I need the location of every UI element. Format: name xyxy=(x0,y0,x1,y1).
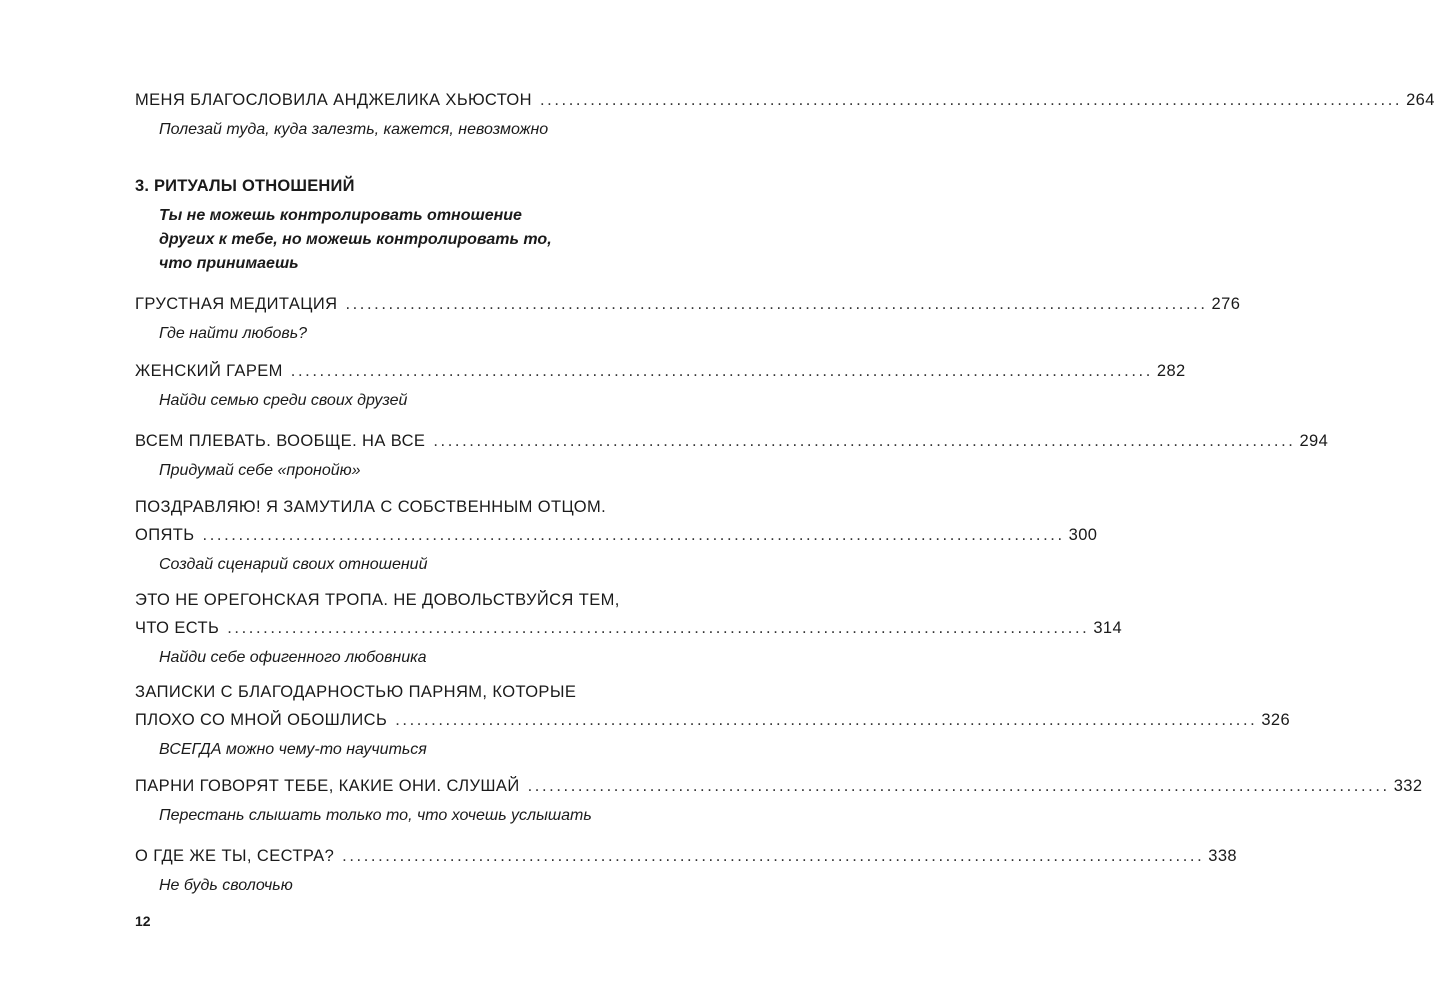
toc-entry-row xyxy=(135,772,1423,800)
toc-entry-subtitle: Где найти любовь? xyxy=(159,325,308,342)
toc-entry-page: 314 xyxy=(1093,619,1123,637)
toc-entry xyxy=(135,86,1435,144)
leader-dots: ........................................................................................................................ xyxy=(290,362,1153,380)
epigraph-line: что принимаешь xyxy=(159,255,299,272)
page-number: 12 xyxy=(135,913,151,929)
toc-entry-page: 294 xyxy=(1299,432,1329,450)
toc-entry-subtitle: Не будь сволочью xyxy=(159,877,293,894)
toc-entry-subtitle: Перестань слышать только то, что хочешь услышать xyxy=(159,807,592,824)
toc-entry-row xyxy=(135,614,1123,642)
toc-entry-title-line: ЭТО НЕ ОРЕГОНСКАЯ ТРОПА. НЕ ДОВОЛЬСТВУЙСЯ ТЕМ, xyxy=(135,591,620,609)
toc-entry-subtitle: Полезай туда, куда залезть, кажется, невозможно xyxy=(159,121,549,138)
toc-entry xyxy=(135,427,1329,485)
toc-entry-title-line: ПОЗДРАВЛЯЮ! Я ЗАМУТИЛА С СОБСТВЕННЫМ ОТЦОМ. xyxy=(135,498,607,516)
toc-entry-title: О ГДЕ ЖЕ ТЫ, СЕСТРА? xyxy=(135,847,335,865)
toc-entry-subtitle: Найди семью среди своих друзей xyxy=(159,392,408,409)
leader-dots: ........................................................................................................................ xyxy=(227,619,1090,637)
toc-entry-subtitle: Создай сценарий своих отношений xyxy=(159,556,428,573)
toc-entry-page: 264 xyxy=(1406,91,1435,109)
leader-dots: ........................................................................................................................ xyxy=(395,711,1258,729)
toc-entry-row xyxy=(135,427,1329,455)
section-epigraph xyxy=(159,204,559,276)
toc-entry-title: ЧТО ЕСТЬ xyxy=(135,619,220,637)
leader-dots: ........................................................................................................................ xyxy=(527,777,1390,795)
toc-entry-page: 276 xyxy=(1211,295,1241,313)
toc-entry-title: ПАРНИ ГОВОРЯТ ТЕБЕ, КАКИЕ ОНИ. СЛУШАЙ xyxy=(135,777,520,795)
toc-entry xyxy=(135,678,1291,764)
epigraph-line: Ты не можешь контролировать отношение xyxy=(159,207,522,224)
toc-entry-subtitle: ВСЕГДА можно чему-то научиться xyxy=(159,741,427,758)
toc-entry-title: ПЛОХО СО МНОЙ ОБОШЛИСЬ xyxy=(135,711,388,729)
toc-entry xyxy=(135,357,1186,415)
toc-entry-title: ГРУСТНАЯ МЕДИТАЦИЯ xyxy=(135,295,338,313)
toc-entry-page: 326 xyxy=(1261,711,1291,729)
toc-entry xyxy=(135,586,1123,672)
toc-entry xyxy=(135,772,1423,830)
leader-dots: ........................................................................................................................ xyxy=(342,847,1205,865)
toc-entry-title: ОПЯТЬ xyxy=(135,526,195,544)
toc-entry-title: МЕНЯ БЛАГОСЛОВИЛА АНДЖЕЛИКА ХЬЮСТОН xyxy=(135,91,532,109)
toc-entry xyxy=(135,290,1241,348)
leader-dots: ........................................................................................................................ xyxy=(539,91,1403,109)
leader-dots: ........................................................................................................................ xyxy=(345,295,1208,313)
toc-entry-page: 332 xyxy=(1393,777,1423,795)
section-heading: 3. РИТУАЛЫ ОТНОШЕНИЙ xyxy=(135,177,355,195)
toc-entry-title: ЖЕНСКИЙ ГАРЕМ xyxy=(135,362,283,380)
toc-entry-row xyxy=(135,290,1241,318)
toc-entry-row xyxy=(135,706,1291,734)
toc-entry-subtitle: Придумай себе «пронойю» xyxy=(159,462,361,479)
toc-entry-page: 300 xyxy=(1068,526,1098,544)
toc-entry xyxy=(135,493,1098,579)
toc-entry-title: ВСЕМ ПЛЕВАТЬ. ВООБЩЕ. НА ВСЕ xyxy=(135,432,426,450)
toc-entry-subtitle: Найди себе офигенного любовника xyxy=(159,649,427,666)
leader-dots: ........................................................................................................................ xyxy=(202,526,1065,544)
toc-entry-title-line: ЗАПИСКИ С БЛАГОДАРНОСТЬЮ ПАРНЯМ, КОТОРЫЕ xyxy=(135,683,577,701)
toc-entry-row xyxy=(135,842,1237,870)
toc-entry-row xyxy=(135,521,1098,549)
toc-entry xyxy=(135,842,1237,900)
leader-dots: ........................................................................................................................ xyxy=(433,432,1296,450)
epigraph-line: других к тебе, но можешь контролировать то, xyxy=(159,231,552,248)
toc-entry-page: 338 xyxy=(1208,847,1237,865)
toc-entry-row xyxy=(135,357,1186,385)
toc-entry-page: 282 xyxy=(1156,362,1186,380)
toc-entry-row xyxy=(135,86,1435,114)
